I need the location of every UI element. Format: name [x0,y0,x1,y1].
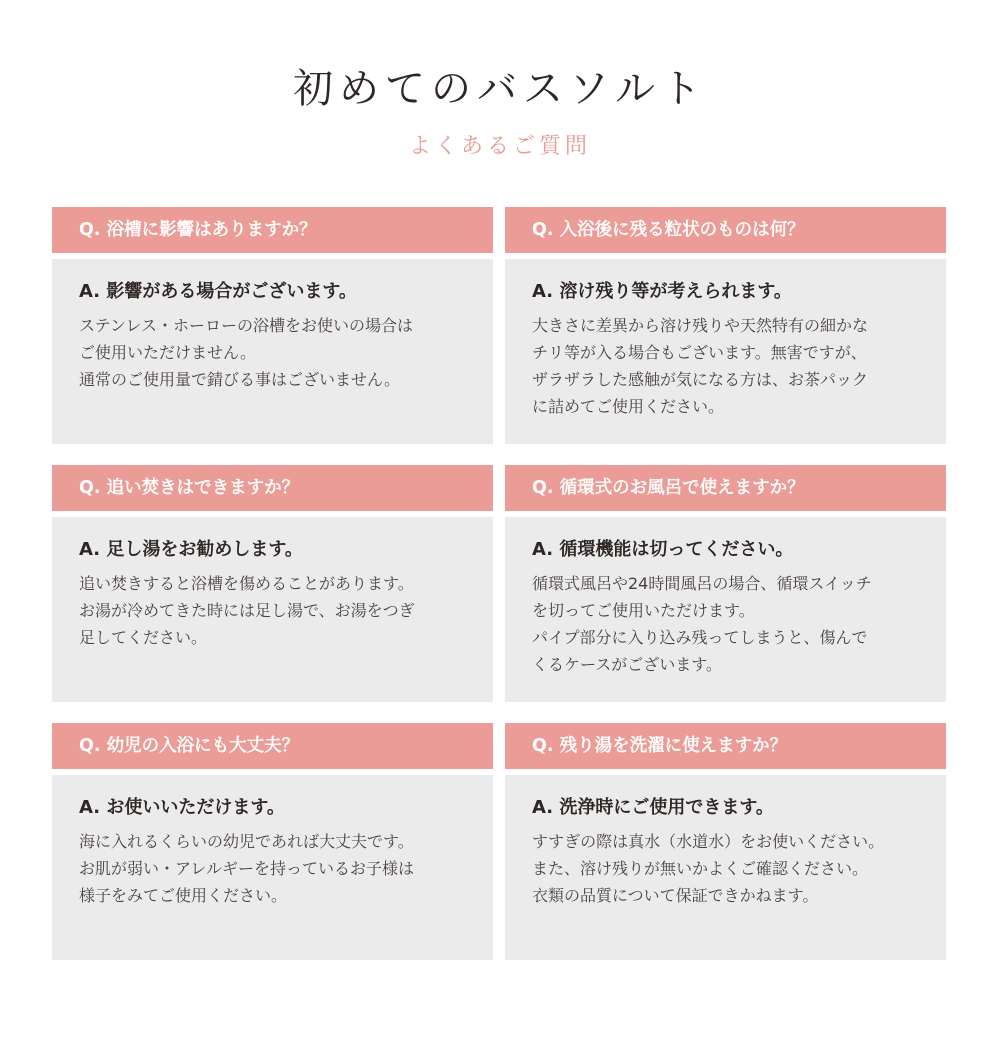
faq-answer-body [79,828,483,909]
faq-answer-line: 大きさに差異から溶け残りや天然特有の細かな [532,316,869,335]
faq-question: Q. 入浴後に残る粒状のものは何？ [505,207,946,253]
page-subtitle: よくあるご質問 [408,134,591,159]
faq-question: Q. 浴槽に影響はありますか？ [52,207,493,253]
faq-answer [505,517,946,702]
faq-answer [505,775,946,960]
faq-answer-line: お湯が冷めてきた時には足し湯で、お湯をつぎ [79,601,415,620]
faq-answer-line: ご使用いただけません。 [79,343,256,362]
faq-card-infant-bathing [52,723,493,960]
faq-question: Q. 残り湯を洗濯に使えますか？ [505,723,946,769]
faq-card-laundry-water [505,723,946,960]
faq-answer-line: お肌が弱い・アレルギーを持っているお子様は [79,859,414,878]
faq-answer-title: A. お使いいただけます。 [79,797,285,818]
faq-answer-body [532,570,936,678]
faq-answer [52,517,493,702]
faq-answer-line: 循環式風呂や24時間風呂の場合、循環スイッチ [532,574,872,593]
faq-card-residue-particles [505,207,946,444]
faq-answer-line: チリ等が入る場合もございます。無害ですが、 [532,343,867,362]
faq-answer-line: ステンレス・ホーローの浴槽をお使いの場合は [79,316,414,335]
faq-answer-line: パイプ部分に入り込み残ってしまうと、傷んで [532,628,868,647]
faq-answer-title: A. 洗浄時にご使用できます。 [532,797,774,818]
faq-answer-title: A. 溶け残り等が考えられます。 [532,281,792,302]
faq-answer-title: A. 影響がある場合がございます。 [79,281,357,302]
faq-answer-body [532,828,936,909]
faq-answer-line: また、溶け残りが無いかよくご確認ください。 [532,859,869,878]
faq-card-reheating [52,465,493,702]
faq-answer [52,259,493,444]
faq-answer-line: 追い焚きすると浴槽を傷めることがあります。 [79,574,414,593]
faq-answer-line: 足してください。 [79,628,208,647]
faq-answer-line: くるケースがございます。 [532,655,722,674]
faq-answer [52,775,493,960]
faq-card-circulating-bath [505,465,946,702]
faq-answer-title: A. 足し湯をお勧めします。 [79,539,303,560]
faq-answer-line: 通常のご使用量で錆びる事はございません。 [79,370,400,389]
faq-answer-line: すすぎの際は真水（水道水）をお使いください。 [532,832,885,851]
faq-answer-body [79,570,483,651]
faq-question: Q. 追い焚きはできますか？ [52,465,493,511]
faq-answer [505,259,946,444]
faq-answer-line: 衣類の品質について保証できかねます。 [532,886,819,905]
faq-question: Q. 循環式のお風呂で使えますか？ [505,465,946,511]
faq-answer-body [532,312,936,420]
faq-answer-line: を切ってご使用いただけます。 [532,601,755,620]
faq-card-bathtub-effect [52,207,493,444]
faq-answer-line: 様子をみてご使用ください。 [79,886,288,905]
faq-answer-body [79,312,483,393]
page-title: 初めてのバスソルト [293,66,707,112]
faq-answer-line: に詰めてご使用ください。 [532,397,725,416]
faq-grid [52,207,946,960]
faq-answer-title: A. 循環機能は切ってください。 [532,539,794,560]
faq-answer-line: 海に入れるくらいの幼児であれば大丈夫です。 [79,832,414,851]
faq-answer-line: ザラザラした感触が気になる方は、お茶パック [532,370,869,389]
faq-question: Q. 幼児の入浴にも大丈夫？ [52,723,493,769]
